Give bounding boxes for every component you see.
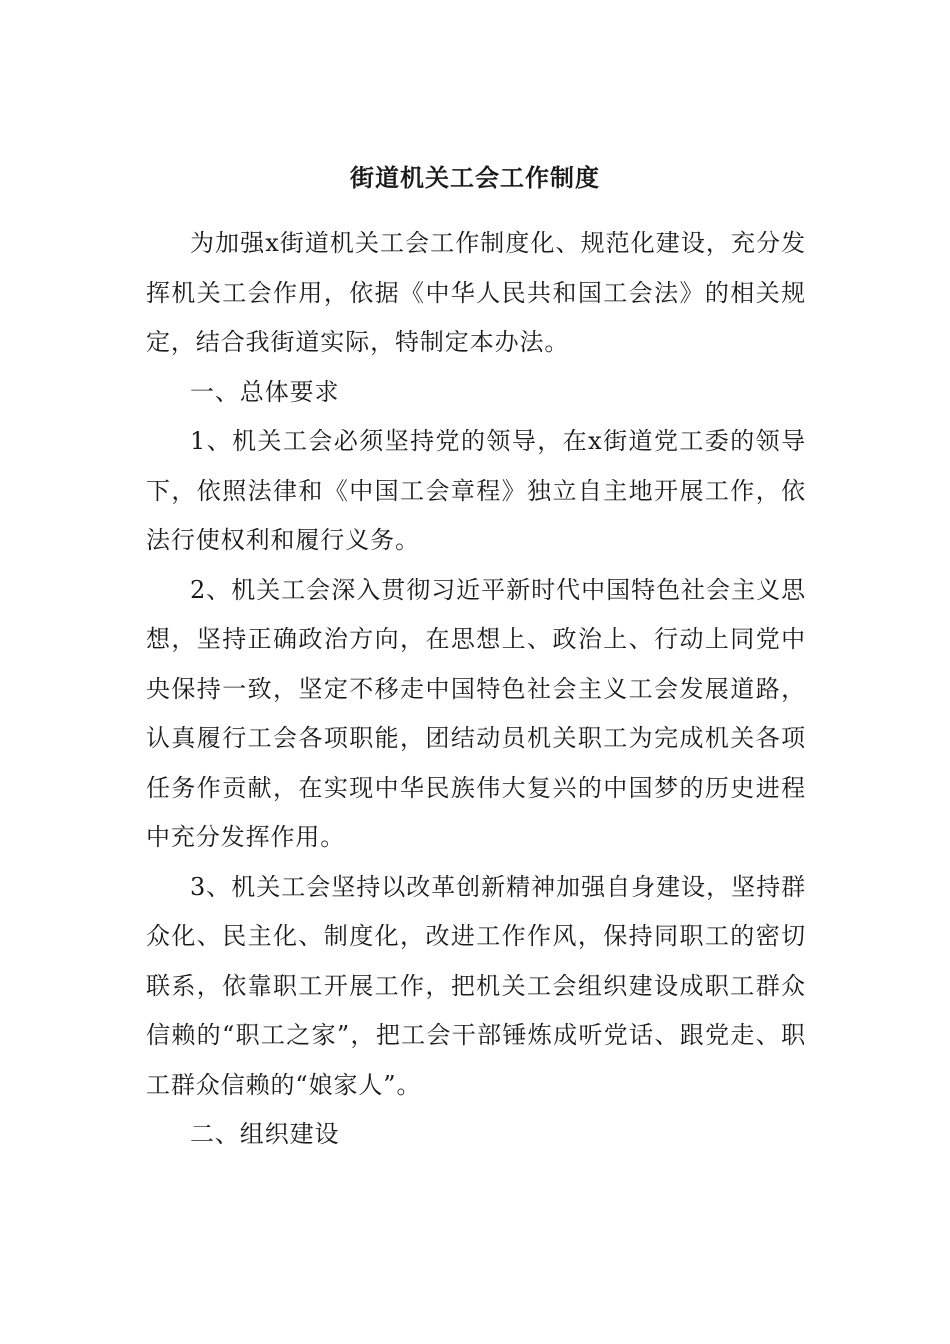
clause-1-paragraph: 1、机关工会必须坚持党的领导，在x街道党工委的领导下，依照法律和《中国工会章程》独立自主地开展工作，依法行使权利和履行义务。 — [146, 427, 806, 554]
clause-3-paragraph: 3、机关工会坚持以改革创新精神加强自身建设，坚持群众化、民主化、制度化，改进工作作风，保持同职工的密切联系，依靠职工开展工作，把机关工会组织建设成职工群众信赖的“职工之家”，把工会干部锤炼成听党话、跟党走、职工群众信赖的“娘家人”。 — [146, 872, 806, 1099]
section-heading-organization: 二、组织建设 — [190, 1120, 340, 1148]
document-title: 街道机关工会工作制度 — [350, 164, 600, 192]
section-heading-general-requirements: 一、总体要求 — [190, 377, 340, 406]
intro-paragraph: 为加强x街道机关工会工作制度化、规范化建设，充分发挥机关工会作用，依据《中华人民共和国工会法》的相关规定，结合我街道实际，特制定本办法。 — [146, 229, 806, 356]
document-body — [146, 219, 806, 1160]
clause-2-paragraph: 2、机关工会深入贯彻习近平新时代中国特色社会主义思想，坚持正确政治方向，在思想上、政治上、行动上同党中央保持一致，坚定不移走中国特色社会主义工会发展道路，认真履行工会各项职能，团结动员机关职工为完成机关各项任务作贡献，在实现中华民族伟大复兴的中国梦的历史进程中充分发挥作用。 — [146, 575, 806, 851]
